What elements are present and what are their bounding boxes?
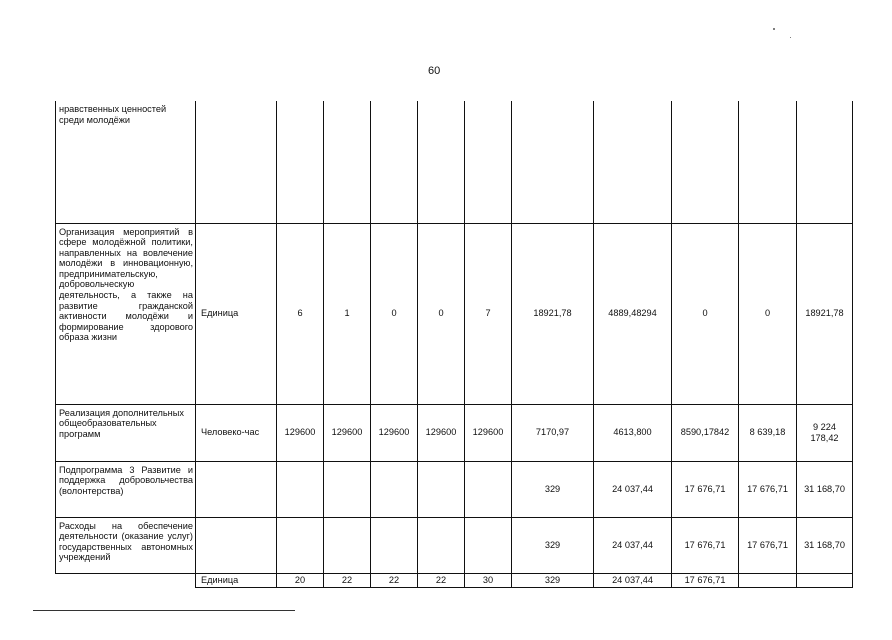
value-cell: 4889,48294 [594, 223, 672, 404]
unit-cell: Единица [196, 223, 277, 404]
unit-cell: Единица [196, 573, 277, 587]
value-cell [324, 101, 371, 223]
footnote-rule [33, 610, 295, 611]
value-cell [797, 101, 853, 223]
value-cell: 129600 [324, 404, 371, 461]
row-name-cell: Расходы на обеспечение деятельности (оказание услуг) государственных автономных учреждений [56, 517, 196, 573]
value-cell: 17 676,71 [672, 517, 739, 573]
value-cell [371, 461, 418, 517]
row-name-cell [56, 573, 196, 587]
value-cell: 18921,78 [797, 223, 853, 404]
page-number: 60 [428, 65, 441, 77]
value-cell: 7 [465, 223, 512, 404]
row-name-cell: нравственных ценностей среди молодёжи [56, 101, 196, 223]
value-cell: 329 [512, 461, 594, 517]
scan-speck [773, 28, 775, 30]
table-row [56, 461, 853, 517]
value-cell: 0 [739, 223, 797, 404]
unit-cell [196, 101, 277, 223]
value-cell [277, 101, 324, 223]
value-cell: 22 [418, 573, 465, 587]
value-cell [418, 101, 465, 223]
value-cell: 9 224 178,42 [797, 404, 853, 461]
value-cell: 8 639,18 [739, 404, 797, 461]
value-cell [418, 517, 465, 573]
value-cell [324, 517, 371, 573]
table-row [56, 573, 853, 587]
unit-cell [196, 517, 277, 573]
value-cell [739, 573, 797, 587]
value-cell: 18921,78 [512, 223, 594, 404]
unit-cell: Человеко-час [196, 404, 277, 461]
value-cell [277, 517, 324, 573]
value-cell [739, 101, 797, 223]
value-cell: 30 [465, 573, 512, 587]
value-cell [465, 461, 512, 517]
value-cell: 24 037,44 [594, 573, 672, 587]
value-cell: 17 676,71 [672, 573, 739, 587]
value-cell: 31 168,70 [797, 461, 853, 517]
value-cell: 8590,17842 [672, 404, 739, 461]
value-cell: 129600 [418, 404, 465, 461]
value-cell: 0 [371, 223, 418, 404]
value-cell [465, 101, 512, 223]
value-cell: 329 [512, 517, 594, 573]
value-cell [324, 461, 371, 517]
value-cell: 20 [277, 573, 324, 587]
value-cell: 0 [418, 223, 465, 404]
budget-table [55, 101, 853, 588]
value-cell: 24 037,44 [594, 517, 672, 573]
value-cell: 31 168,70 [797, 517, 853, 573]
value-cell: 329 [512, 573, 594, 587]
value-cell: 24 037,44 [594, 461, 672, 517]
value-cell: 17 676,71 [739, 517, 797, 573]
table-row [56, 517, 853, 573]
value-cell [672, 101, 739, 223]
value-cell [465, 517, 512, 573]
value-cell [512, 101, 594, 223]
value-cell [797, 573, 853, 587]
value-cell [418, 461, 465, 517]
value-cell [371, 101, 418, 223]
row-name-cell: Организация мероприятий в сфере молодёжной политики, направленных на вовлечение молодёжи в инновационную, предпринимательскую, добровольческую деятельность, а также на развитие гражданской активности молодёжи и формирование здорового образа жизни [56, 223, 196, 404]
value-cell: 17 676,71 [739, 461, 797, 517]
value-cell: 7170,97 [512, 404, 594, 461]
value-cell: 22 [371, 573, 418, 587]
value-cell: 1 [324, 223, 371, 404]
value-cell: 22 [324, 573, 371, 587]
row-name-cell: Подпрограмма 3 Развитие и поддержка добровольчества (волонтерства) [56, 461, 196, 517]
table-row [56, 101, 853, 223]
value-cell: 0 [672, 223, 739, 404]
table-row [56, 404, 853, 461]
table-row [56, 223, 853, 404]
value-cell [371, 517, 418, 573]
value-cell [277, 461, 324, 517]
value-cell: 6 [277, 223, 324, 404]
value-cell: 129600 [371, 404, 418, 461]
value-cell: 17 676,71 [672, 461, 739, 517]
value-cell: 129600 [465, 404, 512, 461]
value-cell: 129600 [277, 404, 324, 461]
value-cell [594, 101, 672, 223]
scan-speck [790, 37, 791, 38]
value-cell: 4613,800 [594, 404, 672, 461]
unit-cell [196, 461, 277, 517]
row-name-cell: Реализация дополнительных общеобразовательных программ [56, 404, 196, 461]
